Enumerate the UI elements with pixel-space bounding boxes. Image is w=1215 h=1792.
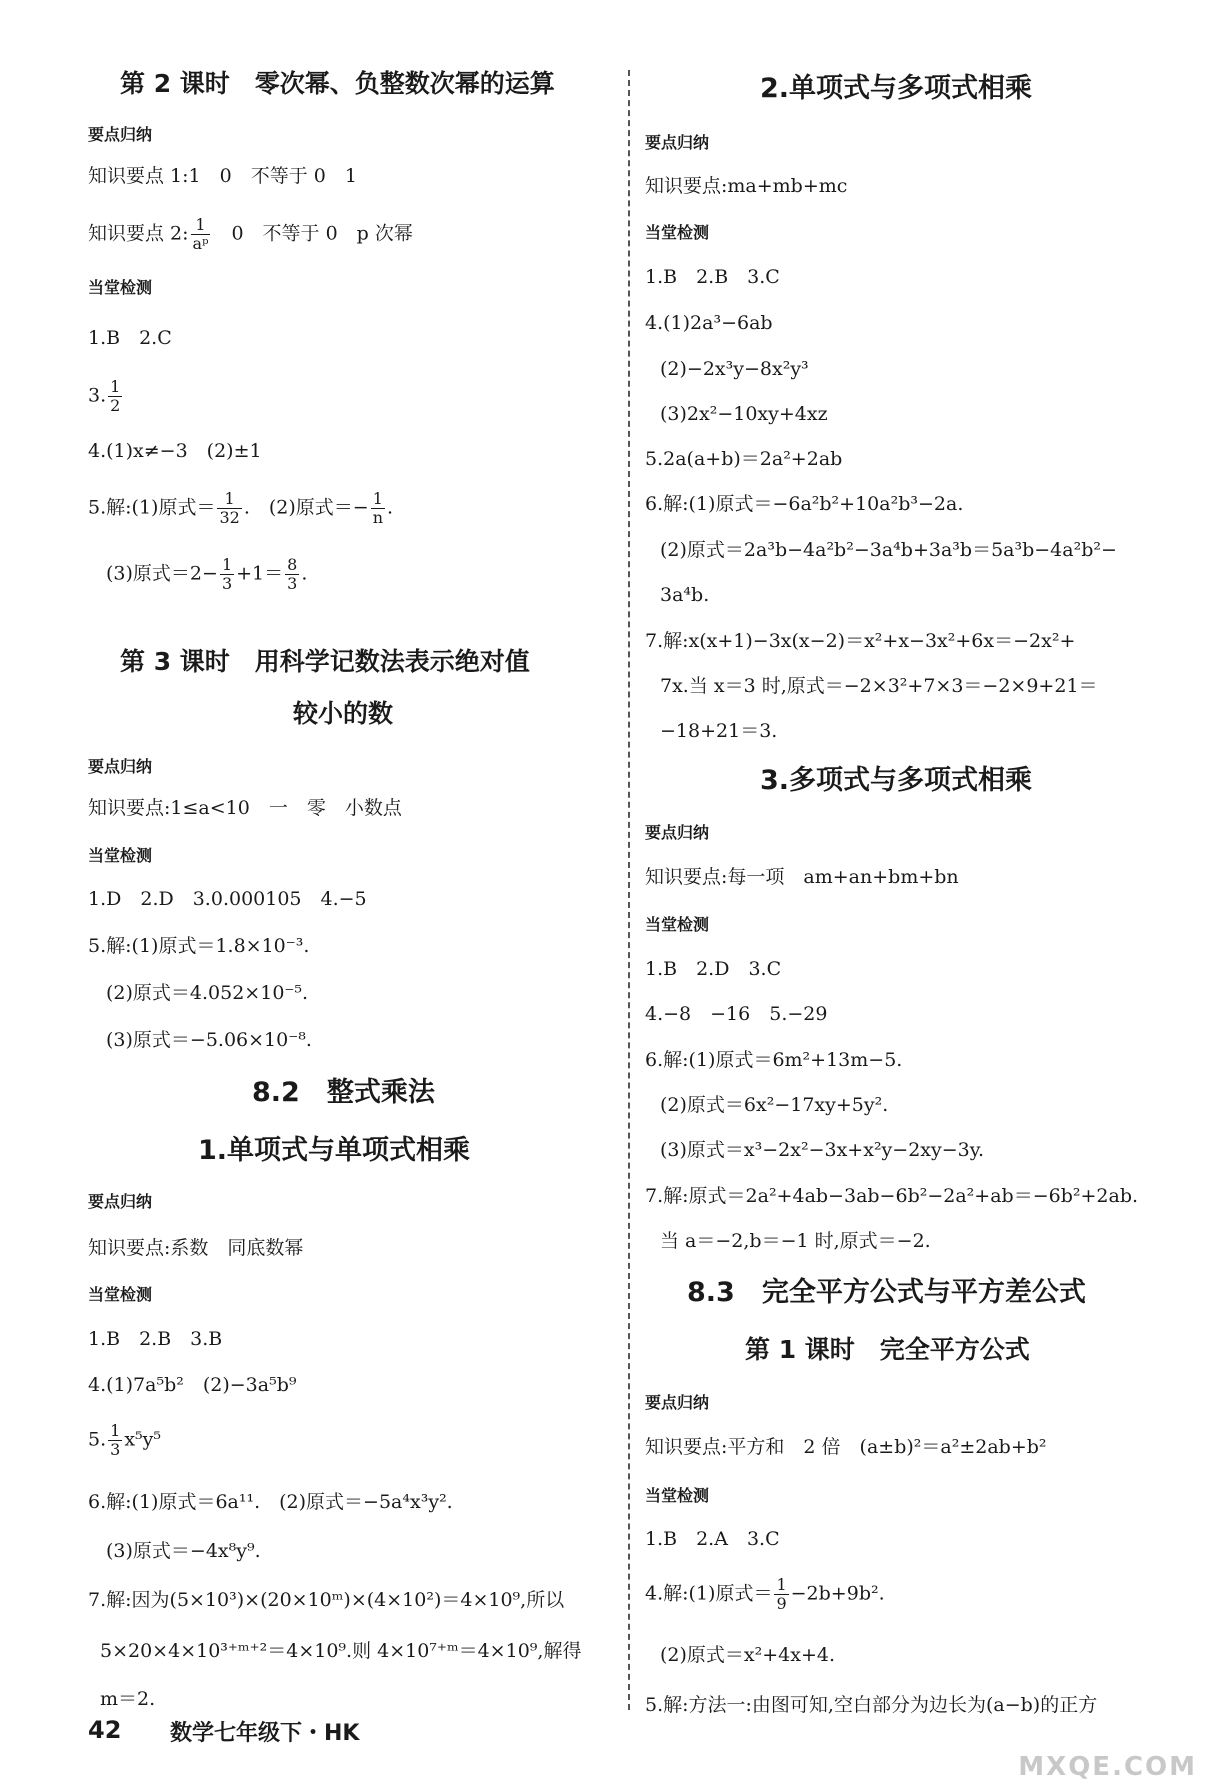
answer-line: (3)原式＝x³−2x²−3x+x²y−2xy−3y. xyxy=(660,1139,985,1161)
denominator: 9 xyxy=(776,1594,787,1613)
knowledge-point: 知识要点 1:1 0 不等于 0 1 xyxy=(88,165,357,187)
section-label: 要点归纳 xyxy=(88,757,153,776)
subsection-title: 2.单项式与多项式相乘 xyxy=(760,73,1033,104)
fraction xyxy=(217,490,241,527)
numerator: 1 xyxy=(110,377,121,396)
watermark-text: MXQE.COM xyxy=(1018,1752,1197,1782)
section-label: 要点归纳 xyxy=(645,1393,710,1412)
answer-line: (2)原式＝x²+4x+4. xyxy=(660,1644,836,1666)
numerator: 1 xyxy=(110,1421,121,1440)
answer-line: (3)原式＝−5.06×10⁻⁸. xyxy=(106,1029,312,1051)
section-label: 当堂检测 xyxy=(88,846,153,865)
answer-line: 6.解:(1)原式＝6a¹¹. (2)原式＝−5a⁴x³y². xyxy=(88,1491,453,1513)
answer-line xyxy=(88,1422,161,1459)
answer-line: 1.B 2.A 3.C xyxy=(645,1528,780,1550)
answer-line: 1.B 2.C xyxy=(88,327,172,349)
lesson3-title: 第 3 课时 用科学记数法表示绝对值 xyxy=(120,647,530,676)
answer-line: 5.解:(1)原式＝1.8×10⁻³. xyxy=(88,935,310,957)
answer-line: (3)原式＝−4x⁸y⁹. xyxy=(106,1540,261,1562)
answer-line: 1.B 2.B 3.B xyxy=(88,1328,223,1350)
text: −2b+9b². xyxy=(790,1582,885,1605)
text: +1＝ xyxy=(236,562,284,585)
answer-line: 6.解:(1)原式＝−6a²b²+10a²b³−2a. xyxy=(645,493,964,515)
text: 4.解:(1)原式＝ xyxy=(645,1582,773,1605)
section-label: 当堂检测 xyxy=(645,223,710,242)
section-label: 当堂检测 xyxy=(645,915,710,934)
text: 5.解:(1)原式＝ xyxy=(88,496,216,519)
denominator: n xyxy=(372,508,383,527)
answer-line: 5×20×4×10³⁺ᵐ⁺²＝4×10⁹.则 4×10⁷⁺ᵐ＝4×10⁹,解得 xyxy=(100,1640,582,1662)
lesson1-title: 第 1 课时 完全平方公式 xyxy=(745,1335,1030,1364)
fraction xyxy=(285,556,299,593)
answer-line: 1.D 2.D 3.0.000105 4.−5 xyxy=(88,888,367,910)
section-label: 当堂检测 xyxy=(88,1285,153,1304)
answer-line: m＝2. xyxy=(100,1688,156,1710)
answer-line: 1.B 2.D 3.C xyxy=(645,958,782,980)
knowledge-point: 知识要点:系数 同底数幂 xyxy=(88,1237,304,1259)
answer-line: 4.(1)x≠−3 (2)±1 xyxy=(88,440,262,462)
fraction xyxy=(220,556,234,593)
answer-line: 1.B 2.B 3.C xyxy=(645,266,780,288)
text: 0 不等于 0 p 次幂 xyxy=(212,222,413,245)
fraction xyxy=(191,216,211,253)
knowledge-point: 知识要点:每一项 am+an+bm+bn xyxy=(645,866,959,888)
answer-line: 5.解:方法一:由图可知,空白部分为边长为(a−b)的正方 xyxy=(645,1694,1098,1716)
numerator: 1 xyxy=(217,490,241,509)
section-label: 要点归纳 xyxy=(88,125,153,144)
text: x⁵y⁵ xyxy=(124,1428,162,1451)
numerator: 1 xyxy=(191,216,211,235)
section-label: 要点归纳 xyxy=(88,1192,153,1211)
answer-line: (2)原式＝4.052×10⁻⁵. xyxy=(106,982,309,1004)
text: 3. xyxy=(88,384,107,407)
answer-line xyxy=(88,378,124,415)
answer-line: 4.(1)2a³−6ab xyxy=(645,312,773,334)
section-label: 要点归纳 xyxy=(645,823,710,842)
answer-line: 5.2a(a+b)＝2a²+2ab xyxy=(645,448,843,470)
denominator: 32 xyxy=(219,508,240,527)
answer-line xyxy=(88,490,393,527)
page-number: 42 xyxy=(88,1716,122,1744)
answer-line: 7x.当 x＝3 时,原式＝−2×3²+7×3＝−2×9+21＝ xyxy=(660,675,1098,697)
lesson3-title-cont: 较小的数 xyxy=(293,699,394,728)
subsection-title: 1.单项式与单项式相乘 xyxy=(198,1135,471,1166)
knowledge-point: 知识要点:平方和 2 倍 (a±b)²＝a²±2ab+b² xyxy=(645,1436,1047,1458)
denominator: 3 xyxy=(110,1440,121,1459)
denominator: 3 xyxy=(221,574,233,593)
answer-line: 3a⁴b. xyxy=(660,584,710,606)
answer-line: −18+21＝3. xyxy=(660,720,778,742)
answer-line: (3)2x²−10xy+4xz xyxy=(660,403,828,425)
answer-line: 7.解:原式＝2a²+4ab−3ab−6b²−2a²+ab＝−6b²+2ab. xyxy=(645,1185,1139,1207)
lesson2-title: 第 2 课时 零次幂、负整数次幂的运算 xyxy=(120,69,555,98)
numerator: 1 xyxy=(221,555,233,574)
denominator: aᵖ xyxy=(192,234,209,253)
answer-line xyxy=(645,1576,885,1613)
section-8-2-title: 8.2 整式乘法 xyxy=(252,1077,435,1108)
answer-line: (2)原式＝2a³b−4a²b²−3a⁴b+3a³b＝5a³b−4a²b²− xyxy=(660,539,1117,561)
text: 5. xyxy=(88,1428,107,1451)
answer-line: 4.−8 −16 5.−29 xyxy=(645,1003,828,1025)
numerator: 8 xyxy=(287,555,298,574)
denominator: 3 xyxy=(287,574,298,593)
section-label: 当堂检测 xyxy=(645,1486,710,1505)
section-label: 当堂检测 xyxy=(88,278,153,297)
knowledge-point: 知识要点:ma+mb+mc xyxy=(645,175,848,197)
fraction xyxy=(774,1576,788,1613)
book-title: 数学七年级下・HK xyxy=(170,1721,360,1746)
numerator: 1 xyxy=(776,1575,787,1594)
answer-line: 7.解:因为(5×10³)×(20×10ᵐ)×(4×10²)＝4×10⁹,所以 xyxy=(88,1589,565,1611)
text: . xyxy=(301,562,308,585)
fraction xyxy=(108,378,122,415)
answer-line: 4.(1)7a⁵b² (2)−3a⁵b⁹ xyxy=(88,1374,297,1396)
numerator: 1 xyxy=(371,490,385,509)
column-divider xyxy=(628,70,630,1710)
knowledge-point xyxy=(88,216,413,253)
subsection-title: 3.多项式与多项式相乘 xyxy=(760,765,1033,796)
section-label: 要点归纳 xyxy=(645,133,710,152)
answer-line: 当 a＝−2,b＝−1 时,原式＝−2. xyxy=(660,1230,931,1252)
text: 知识要点 2: xyxy=(88,222,189,245)
answer-line: 6.解:(1)原式＝6m²+13m−5. xyxy=(645,1049,903,1071)
watermark-logo xyxy=(967,1692,1197,1782)
denominator: 2 xyxy=(110,396,121,415)
text: . xyxy=(387,496,394,519)
fraction xyxy=(108,1422,122,1459)
text: . (2)原式＝− xyxy=(243,496,369,519)
text: (3)原式＝2− xyxy=(106,562,218,585)
answer-line: (2)原式＝6x²−17xy+5y². xyxy=(660,1094,889,1116)
answer-line: (2)−2x³y−8x²y³ xyxy=(660,358,809,380)
knowledge-point: 知识要点:1≤a<10 一 零 小数点 xyxy=(88,797,402,819)
fraction xyxy=(371,490,385,527)
section-8-3-title: 8.3 完全平方公式与平方差公式 xyxy=(687,1277,1086,1308)
answer-line: 7.解:x(x+1)−3x(x−2)＝x²+x−3x²+6x＝−2x²+ xyxy=(645,630,1076,652)
answer-line xyxy=(106,556,307,593)
